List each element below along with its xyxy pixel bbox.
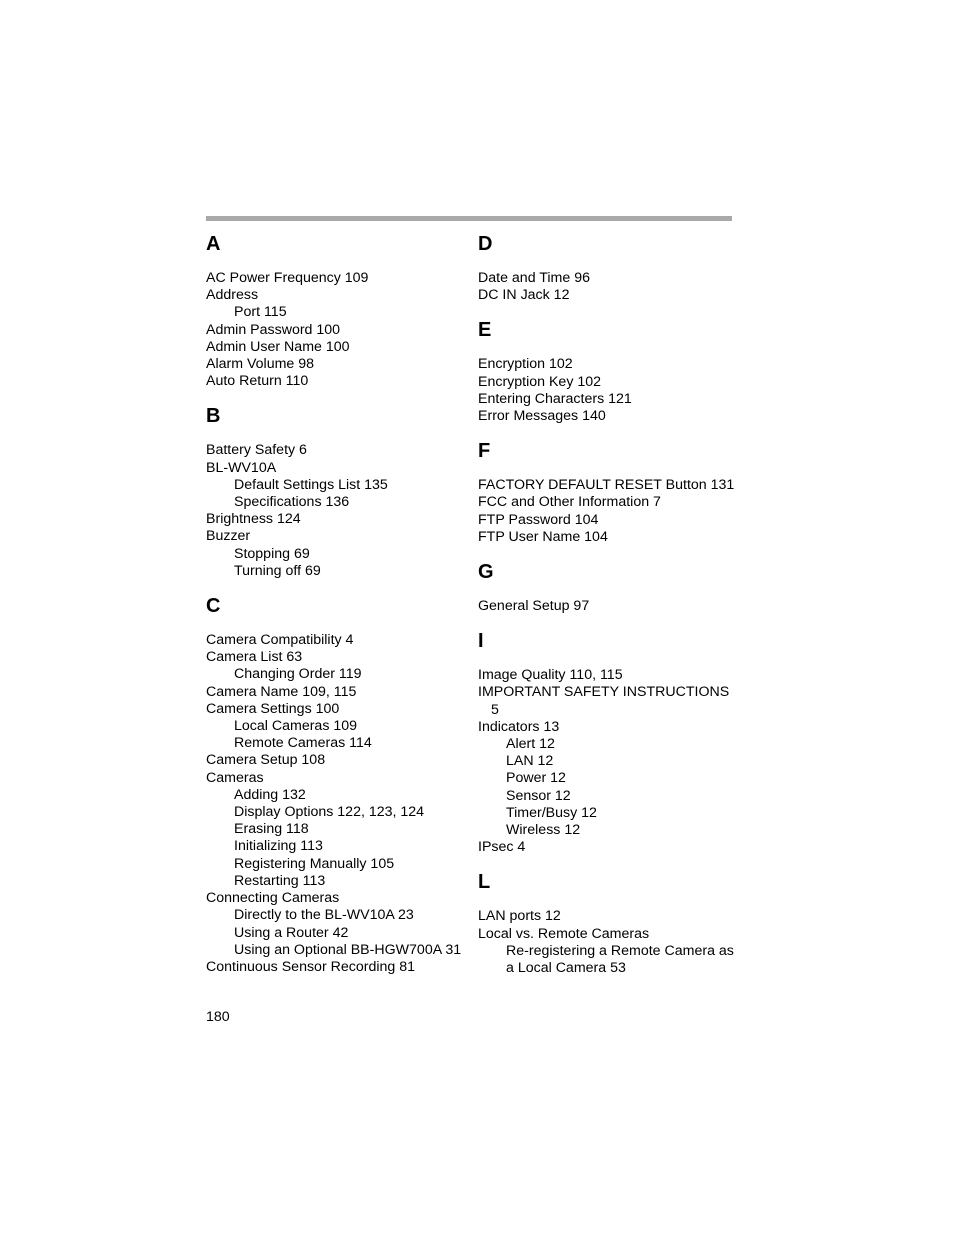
index-entry: FTP User Name 104 <box>478 528 608 545</box>
index-entry: FTP Password 104 <box>478 511 599 528</box>
entry-list <box>478 908 738 977</box>
index-entry: Buzzer <box>206 528 251 545</box>
index-entry: DC IN Jack 12 <box>478 287 570 304</box>
index-entry: Date and Time 96 <box>478 270 590 286</box>
index-entry: Brightness 124 <box>206 511 301 528</box>
index-entry: Continuous Sensor Recording 81 <box>206 958 416 975</box>
index-entry: Camera Name 109, 115 <box>206 683 357 700</box>
section-letter: C <box>206 595 221 618</box>
index-entry: Auto Return 110 <box>206 373 309 390</box>
index-entry: FCC and Other Information 7 <box>478 494 661 511</box>
section-letter: A <box>206 233 221 255</box>
index-subentry: Directly to the BL-WV10A 23 <box>234 907 414 924</box>
section-letter: G <box>478 561 494 584</box>
section-letter: B <box>206 405 221 428</box>
index-section-c <box>206 588 468 976</box>
index-entry: General Setup 97 <box>478 598 590 615</box>
index-section-d <box>478 226 738 304</box>
index-section-l <box>478 864 738 977</box>
index-subentry: Restarting 113 <box>234 872 326 889</box>
index-subentry: Changing Order 119 <box>234 666 362 683</box>
entry-list <box>206 632 468 976</box>
index-entry: Entering Characters 121 <box>478 390 632 407</box>
index-subentry: Turning off 69 <box>234 562 321 579</box>
entry-list <box>478 667 738 856</box>
index-entry: Camera Compatibility 4 <box>206 632 354 649</box>
index-subentry: Specifications 136 <box>234 494 350 511</box>
index-section-a <box>206 226 468 390</box>
index-column-right <box>478 226 738 985</box>
entry-list <box>478 598 738 615</box>
index-section-i <box>478 623 738 856</box>
index-entry: FACTORY DEFAULT RESET Button 131 <box>478 477 735 494</box>
index-entry: Image Quality 110, 115 <box>478 667 623 684</box>
index-subentry: LAN 12 <box>506 753 554 770</box>
index-subentry: Power 12 <box>506 770 566 787</box>
index-subentry: Re-registering a Remote Camera as <box>506 942 734 959</box>
page-number: 180 <box>206 1009 230 1025</box>
index-entry: Camera List 63 <box>206 649 303 666</box>
index-subentry: Alert 12 <box>506 736 555 753</box>
index-entry: AC Power Frequency 109 <box>206 270 369 286</box>
index-subentry: Erasing 118 <box>234 821 309 838</box>
index-entry: IMPORTANT SAFETY INSTRUCTIONS <box>478 684 730 701</box>
index-section-e <box>478 312 738 425</box>
index-subentry: Remote Cameras 114 <box>234 735 372 752</box>
index-entry: Alarm Volume 98 <box>206 356 315 373</box>
section-letter: L <box>478 871 491 894</box>
index-entry: Error Messages 140 <box>478 408 606 425</box>
index-entry: Camera Settings 100 <box>206 700 340 717</box>
index-entry: Connecting Cameras <box>206 890 340 907</box>
index-entry: Local vs. Remote Cameras <box>478 925 650 942</box>
index-entry: Address <box>206 287 259 304</box>
index-subentry: Default Settings List 135 <box>234 476 388 493</box>
index-section-f <box>478 433 738 546</box>
index-entry: Encryption 102 <box>478 356 573 373</box>
section-letter: I <box>478 630 484 653</box>
entry-list <box>206 442 468 580</box>
index-subentry: Timer/Busy 12 <box>506 804 597 821</box>
index-subentry: Using an Optional BB-HGW700A 31 <box>234 941 462 958</box>
index-entry: Admin Password 100 <box>206 321 341 338</box>
section-letter: F <box>478 440 491 463</box>
index-entry-continuation: 5 <box>491 701 499 718</box>
entry-list <box>478 477 738 546</box>
index-subentry: Port 115 <box>234 304 287 321</box>
index-section-b <box>206 398 468 580</box>
index-subentry: Using a Router 42 <box>234 924 349 941</box>
index-subentry: a Local Camera 53 <box>506 960 626 977</box>
index-entry: IPsec 4 <box>478 839 526 856</box>
index-subentry: Sensor 12 <box>506 787 571 804</box>
header-rule <box>206 216 732 221</box>
index-entry: LAN ports 12 <box>478 908 561 925</box>
index-entry: Cameras <box>206 769 264 786</box>
index-entry: Admin User Name 100 <box>206 338 350 355</box>
index-section-g <box>478 554 738 615</box>
index-subentry: Wireless 12 <box>506 822 581 839</box>
index-entry: Indicators 13 <box>478 718 560 735</box>
index-subentry: Initializing 113 <box>234 838 323 855</box>
index-entry: BL-WV10A <box>206 459 277 476</box>
index-subentry: Registering Manually 105 <box>234 855 395 872</box>
index-subentry: Display Options 122, 123, 124 <box>234 804 425 821</box>
index-subentry: Stopping 69 <box>234 545 310 562</box>
index-subentry: Adding 132 <box>234 786 306 803</box>
index-column-left <box>206 226 468 984</box>
section-letter: E <box>478 319 492 342</box>
index-entry: Encryption Key 102 <box>478 373 602 390</box>
index-subentry: Local Cameras 109 <box>234 718 358 735</box>
entry-list <box>206 270 468 390</box>
section-letter: D <box>478 233 493 255</box>
entry-list <box>478 356 738 425</box>
index-entry: Camera Setup 108 <box>206 752 326 769</box>
index-entry: Battery Safety 6 <box>206 442 307 459</box>
entry-list <box>478 270 738 304</box>
